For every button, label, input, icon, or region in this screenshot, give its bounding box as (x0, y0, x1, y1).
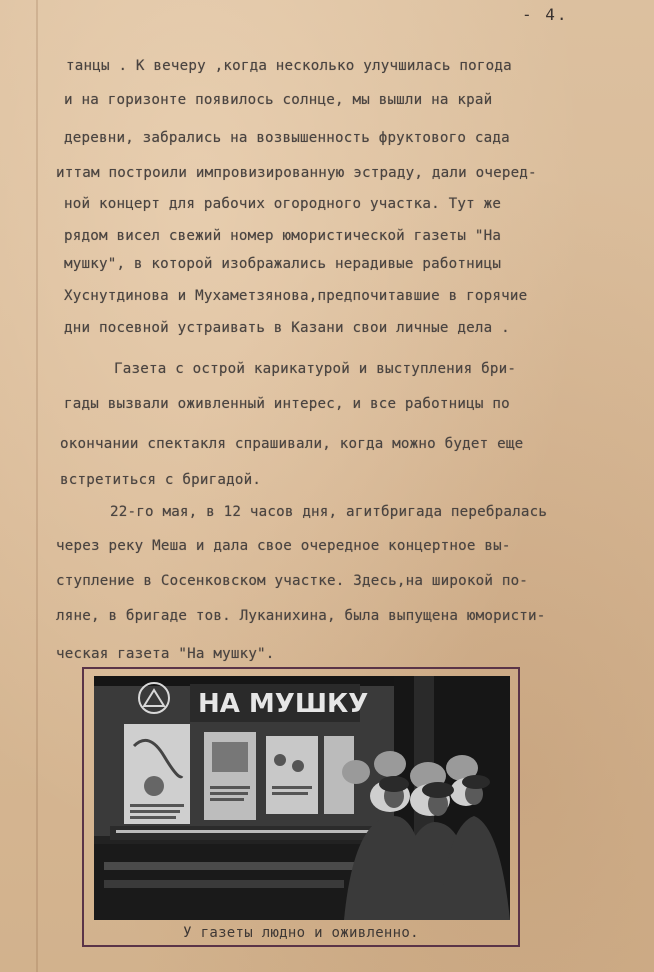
text-line: гады вызвали оживленный интерес, и все работницы по (64, 396, 510, 412)
text-line: ляне, в бригаде тов. Луканихина, была выпущена юмористи- (56, 608, 546, 624)
photo-frame (82, 667, 520, 947)
text-line: деревни, забрались на возвышенность фруктового сада (64, 130, 510, 146)
text-line: встретиться с бригадой. (60, 472, 262, 488)
text-line: Газета с острой карикатурой и выступления бри- (114, 361, 517, 377)
photograph (94, 676, 510, 920)
text-line: танцы . К вечеру ,когда несколько улучшилась погода (66, 58, 512, 74)
page-number: - 4. (522, 5, 569, 24)
text-line: иттам построили импровизированную эстраду, дали очеред- (56, 165, 537, 181)
text-line: 22-го мая, в 12 часов дня, агитбригада перебралась (110, 504, 548, 520)
photo-caption: У газеты людно и оживленно. (183, 925, 419, 941)
text-line: ступление в Сосенковском участке. Здесь,на широкой по- (56, 573, 529, 589)
text-line: дни посевной устраивать в Казани свои личные дела . (64, 320, 510, 336)
text-line: Хуснутдинова и Мухаметзянова,предпочитавшие в горячие (64, 288, 528, 304)
text-line: ческая газета "На мушку". (56, 646, 275, 662)
text-line: ной концерт для рабочих огородного участка. Тут же (64, 196, 502, 212)
text-line: рядом висел свежий номер юмористической газеты "На (64, 228, 502, 244)
photo-illustration (94, 676, 510, 920)
board-title: НА МУШКУ (198, 689, 369, 719)
text-line: мушку", в которой изображались нерадивые работницы (64, 256, 502, 272)
text-line: через реку Меша и дала свое очередное концертное вы- (56, 538, 511, 554)
text-line: окончании спектакля спрашивали, когда можно будет еще (60, 436, 524, 452)
text-line: и на горизонте появилось солнце, мы вышли на край (64, 92, 493, 108)
page-fold (36, 0, 38, 972)
